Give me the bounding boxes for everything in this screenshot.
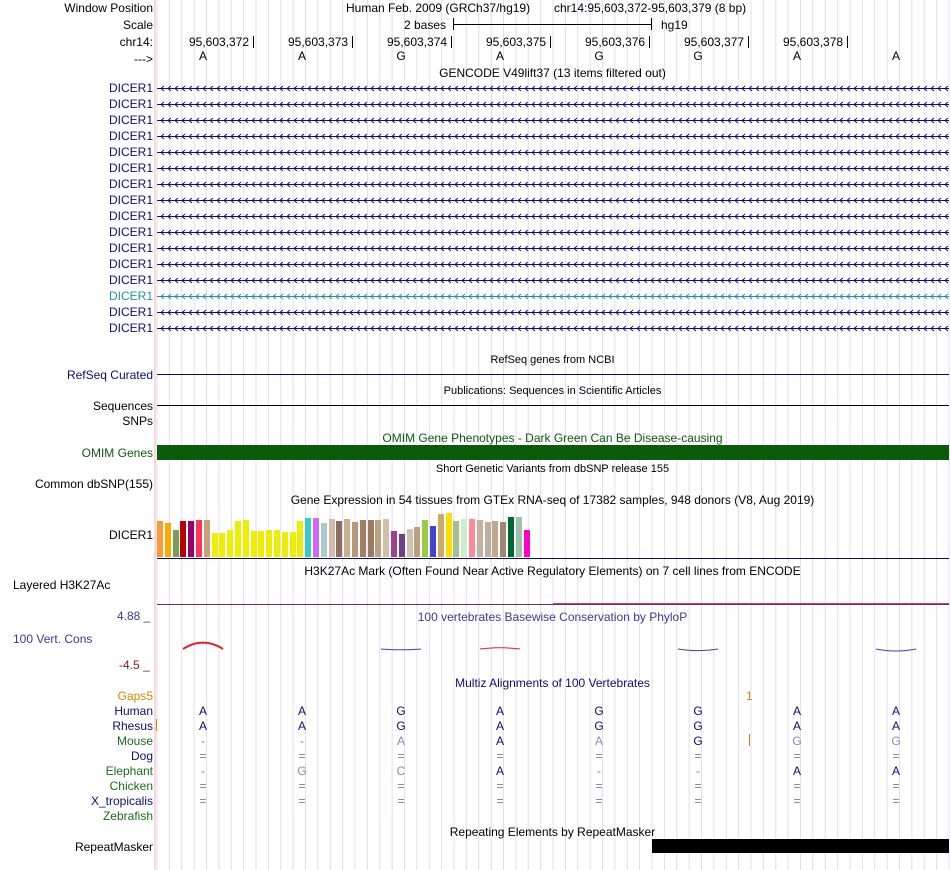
gtex-tissue-bar[interactable] [430, 526, 436, 557]
multiz-aligned-base: A [495, 734, 504, 748]
gtex-track-title: Gene Expression in 54 tissues from GTEx RNA-seq of 17382 samples, 948 donors (V8, Aug 2019) [290, 493, 815, 507]
gtex-tissue-bar[interactable] [360, 520, 366, 557]
gtex-tissue-bar[interactable] [368, 520, 374, 557]
gencode-transcript-label[interactable]: DICER1 [108, 177, 153, 191]
gtex-tissue-bar[interactable] [282, 532, 288, 557]
multiz-aligned-base: = [199, 779, 207, 793]
reference-base: G [693, 49, 703, 63]
multiz-aligned-base: = [298, 749, 306, 763]
multiz-gaps-label [118, 689, 153, 703]
gtex-tissue-bar[interactable] [383, 519, 389, 557]
multiz-aligned-base: G [693, 719, 703, 733]
gencode-transcript-line[interactable] [157, 228, 949, 237]
gencode-transcript-line[interactable] [157, 196, 949, 205]
gtex-tissue-bar[interactable] [235, 521, 241, 557]
multiz-aligned-base: - [300, 734, 304, 748]
gtex-tissue-bar[interactable] [258, 531, 264, 557]
gencode-transcript-label[interactable]: DICER1 [108, 225, 153, 239]
gencode-transcript-line[interactable] [157, 84, 949, 93]
gtex-tissue-bar[interactable] [212, 533, 218, 557]
multiz-species-label[interactable]: Chicken [109, 779, 153, 793]
gtex-tissue-bar[interactable] [274, 530, 280, 557]
multiz-aligned-base: G [396, 719, 406, 733]
multiz-aligned-base: - [597, 764, 601, 778]
coordinate-tick [748, 36, 749, 48]
multiz-aligned-base: - [201, 734, 205, 748]
gencode-transcript-line[interactable] [157, 100, 949, 109]
gtex-tissue-bar[interactable] [414, 527, 420, 557]
multiz-species-label[interactable]: Zebrafish [102, 809, 153, 823]
gtex-tissue-bar[interactable] [251, 531, 257, 557]
multiz-aligned-base: = [298, 794, 306, 808]
multiz-gap-count: 1 [746, 689, 753, 703]
omim-track-title: OMIM Gene Phenotypes - Dark Green Can Be Disease-causing [382, 431, 723, 445]
multiz-aligned-base: = [496, 749, 504, 763]
reference-base: G [594, 49, 604, 63]
multiz-gaps-text: Gaps [117, 689, 147, 703]
gtex-tissue-bar[interactable] [477, 520, 483, 557]
multiz-aligned-base: A [792, 719, 801, 733]
gencode-transcript-label[interactable]: DICER1 [108, 161, 153, 175]
repeatmasker-track-title: Repeating Elements by RepeatMasker [449, 825, 656, 839]
gtex-tissue-bar[interactable] [391, 531, 397, 557]
gtex-tissue-bar[interactable] [516, 517, 522, 557]
gtex-baseline [157, 558, 949, 559]
scale-label: Scale [122, 18, 153, 32]
window-position-label: Window Position [64, 1, 153, 15]
reference-base: A [297, 49, 306, 63]
gencode-transcript-line[interactable] [157, 212, 949, 221]
gtex-tissue-bar[interactable] [375, 520, 381, 557]
coordinate-label: 95,603,376 [585, 35, 649, 49]
multiz-species-label[interactable]: Rhesus [112, 719, 153, 733]
repeatmasker-track-label[interactable]: RepeatMasker [74, 840, 153, 854]
coordinate-label: 95,603,378 [783, 35, 847, 49]
omim-gene-bar[interactable] [157, 445, 949, 460]
multiz-aligned-base: C [396, 764, 406, 778]
gtex-tissue-bar[interactable] [508, 517, 514, 557]
gencode-transcript-line[interactable] [157, 292, 949, 301]
multiz-aligned-base: = [595, 794, 603, 808]
gtex-track-label[interactable]: DICER1 [108, 528, 153, 542]
gtex-tissue-bar[interactable] [469, 519, 475, 557]
gtex-tissue-bar[interactable] [290, 532, 296, 557]
gtex-tissue-bar[interactable] [453, 521, 459, 557]
multiz-aligned-base: = [892, 749, 900, 763]
gencode-transcript-line[interactable] [157, 276, 949, 285]
gencode-track-title: GENCODE V49lift37 (13 items filtered out) [439, 66, 666, 80]
phylop-max-label: 4.88 _ [117, 609, 151, 623]
gtex-tissue-bar[interactable] [227, 530, 233, 557]
gencode-transcript-label[interactable]: DICER1 [108, 241, 153, 255]
reference-base: A [495, 49, 504, 63]
gtex-tissue-bar[interactable] [461, 519, 467, 557]
gtex-tissue-bar[interactable] [305, 518, 311, 557]
multiz-aligned-base: = [694, 779, 702, 793]
multiz-gaps-value: 5 [146, 689, 153, 703]
publications-track-title: Publications: Sequences in Scientific Articles [443, 385, 662, 397]
dbsnp-track-title: Short Genetic Variants from dbSNP release 155 [435, 463, 670, 475]
multiz-aligned-base: = [694, 749, 702, 763]
scale-text: 2 bases [404, 18, 447, 32]
multiz-aligned-base: A [792, 704, 801, 718]
phylop-score-mark[interactable] [480, 648, 520, 649]
phylop-track-label[interactable]: 100 Vert. Cons [13, 632, 93, 646]
gencode-transcript-line[interactable] [157, 164, 949, 173]
coordinate-label: 95,603,372 [189, 35, 253, 49]
multiz-species-label[interactable]: Mouse [116, 734, 153, 748]
multiz-aligned-base: = [397, 779, 405, 793]
reference-base: A [198, 49, 207, 63]
multiz-aligned-base: G [891, 734, 901, 748]
gencode-transcript-line[interactable] [157, 148, 949, 157]
coordinate-tick [253, 36, 254, 48]
multiz-aligned-base: - [201, 764, 205, 778]
gtex-tissue-bar[interactable] [321, 523, 327, 557]
scale-bar-left-tick [453, 18, 454, 30]
multiz-aligned-base: A [297, 719, 306, 733]
phylop-score-mark[interactable] [678, 649, 718, 651]
coordinate-tick [352, 36, 353, 48]
multiz-aligned-base: A [297, 704, 306, 718]
gtex-tissue-bar[interactable] [524, 530, 530, 557]
reference-base: A [792, 49, 801, 63]
gencode-transcript-line[interactable] [157, 132, 949, 141]
gtex-tissue-bar[interactable] [297, 521, 303, 557]
multiz-aligned-base: A [792, 764, 801, 778]
gencode-transcript-label[interactable]: DICER1 [108, 321, 153, 335]
multiz-aligned-base: - [696, 764, 700, 778]
h3k27ac-track-label[interactable]: Layered H3K27Ac [13, 578, 111, 592]
h3k27ac-track-title: H3K27Ac Mark (Often Found Near Active Regulatory Elements) on 7 cell lines from ENCODE [304, 564, 801, 578]
gtex-tissue-bar[interactable] [266, 530, 272, 557]
gencode-transcript-label[interactable]: DICER1 [108, 193, 153, 207]
chrom-label: chr14: [119, 35, 153, 49]
gtex-tissue-bar[interactable] [180, 521, 186, 557]
multiz-aligned-base: = [694, 794, 702, 808]
gtex-tissue-bar[interactable] [243, 520, 249, 557]
position-text: chr14:95,603,372-95,603,379 (8 bp) [554, 1, 747, 15]
reference-base: G [396, 49, 406, 63]
gtex-tissue-bar[interactable] [500, 522, 506, 557]
gencode-transcript-label[interactable]: DICER1 [108, 273, 153, 287]
multiz-species-label[interactable]: X_tropicalis [90, 794, 153, 808]
gencode-transcript-line[interactable] [157, 180, 949, 189]
multiz-track-title: Multiz Alignments of 100 Vertebrates [455, 676, 650, 690]
repeatmasker-element[interactable] [652, 839, 949, 853]
gencode-transcript-line[interactable] [157, 324, 949, 333]
multiz-aligned-base: = [892, 794, 900, 808]
assembly-text: Human Feb. 2009 (GRCh37/hg19) [346, 1, 531, 15]
multiz-aligned-base: A [495, 719, 504, 733]
gtex-tissue-bar[interactable] [173, 530, 179, 557]
publications-line[interactable] [157, 405, 949, 406]
gtex-tissue-bar[interactable] [336, 521, 342, 557]
strand-label: ---> [134, 52, 153, 66]
h3k27ac-signal-highlight [553, 603, 949, 604]
gtex-tissue-bar[interactable] [157, 521, 163, 557]
gtex-tissue-bar[interactable] [188, 521, 194, 557]
publications-track-label[interactable]: Sequences [92, 399, 153, 413]
phylop-min-label: -4.5 _ [119, 658, 150, 672]
multiz-aligned-base: = [793, 779, 801, 793]
gencode-transcript-line[interactable] [157, 244, 949, 253]
multiz-aligned-base: A [495, 764, 504, 778]
multiz-aligned-base: G [594, 719, 604, 733]
gencode-transcript-label[interactable]: DICER1 [108, 113, 153, 127]
coordinate-tick [451, 36, 452, 48]
omim-track-label[interactable]: OMIM Genes [81, 446, 153, 460]
multiz-species-label[interactable]: Human [114, 704, 153, 718]
multiz-aligned-base: G [693, 704, 703, 718]
multiz-aligned-base: = [793, 794, 801, 808]
multiz-aligned-base: G [396, 704, 406, 718]
gtex-tissue-bar[interactable] [407, 529, 413, 557]
phylop-score-mark[interactable] [183, 643, 223, 649]
gtex-tissue-bar[interactable] [446, 513, 452, 557]
multiz-aligned-base: A [198, 704, 207, 718]
gtex-tissue-bar[interactable] [399, 534, 405, 557]
multiz-aligned-base: A [594, 734, 603, 748]
gencode-transcript-line[interactable] [157, 308, 949, 317]
multiz-aligned-base: A [891, 764, 900, 778]
multiz-aligned-base: A [891, 704, 900, 718]
gtex-tissue-bar[interactable] [196, 520, 202, 557]
coordinate-label: 95,603,377 [684, 35, 748, 49]
snps-label: SNPs [122, 414, 153, 428]
gencode-transcript-line[interactable] [157, 116, 949, 125]
gencode-transcript-label[interactable]: DICER1 [108, 129, 153, 143]
refseq-track-label[interactable]: RefSeq Curated [66, 368, 153, 382]
gencode-transcript-label[interactable]: DICER1 [108, 257, 153, 271]
h3k27ac-signal-line[interactable] [157, 604, 949, 605]
phylop-graph[interactable] [155, 614, 950, 674]
coordinate-tick [649, 36, 650, 48]
multiz-aligned-base: = [892, 779, 900, 793]
multiz-aligned-base: = [397, 749, 405, 763]
gtex-tissue-bar[interactable] [219, 533, 225, 557]
dbsnp-track-label[interactable]: Common dbSNP(155) [34, 477, 153, 491]
multiz-aligned-base: = [595, 779, 603, 793]
phylop-track-title: 100 vertebrates Basewise Conservation by PhyloP [417, 610, 688, 624]
multiz-aligned-base: = [397, 794, 405, 808]
gtex-tissue-bar[interactable] [422, 520, 428, 557]
gtex-tissue-bar[interactable] [438, 514, 444, 557]
multiz-aligned-base: = [199, 794, 207, 808]
mouse-insert-mark [749, 734, 750, 746]
phylop-score-mark[interactable] [876, 649, 916, 651]
gencode-transcript-label[interactable]: DICER1 [108, 97, 153, 111]
multiz-aligned-base: G [792, 734, 802, 748]
coordinate-tick [550, 36, 551, 48]
multiz-aligned-base: A [198, 719, 207, 733]
multiz-aligned-base: = [298, 779, 306, 793]
refseq-gene-line[interactable] [157, 374, 949, 375]
gtex-tissue-bar[interactable] [165, 523, 171, 557]
gencode-transcript-line[interactable] [157, 260, 949, 269]
gtex-tissue-bar[interactable] [352, 522, 358, 557]
multiz-aligned-base: = [496, 794, 504, 808]
multiz-aligned-base: A [396, 734, 405, 748]
multiz-aligned-base: G [594, 704, 604, 718]
gencode-transcript-label[interactable]: DICER1 [108, 305, 153, 319]
rhesus-insert-mark [156, 719, 157, 731]
refseq-track-title: RefSeq genes from NCBI [490, 354, 615, 366]
gencode-transcript-label[interactable]: DICER1 [108, 145, 153, 159]
coordinate-label: 95,603,375 [486, 35, 550, 49]
multiz-species-label[interactable]: Elephant [105, 764, 153, 778]
reference-base: A [891, 49, 900, 63]
gtex-tissue-bar[interactable] [313, 518, 319, 557]
multiz-aligned-base: = [496, 779, 504, 793]
coordinate-label: 95,603,374 [387, 35, 451, 49]
multiz-aligned-base: = [199, 749, 207, 763]
phylop-score-mark[interactable] [381, 649, 421, 650]
multiz-aligned-base: A [891, 719, 900, 733]
multiz-aligned-base: = [793, 749, 801, 763]
gencode-transcript-label[interactable]: DICER1 [108, 81, 153, 95]
multiz-aligned-base: G [693, 734, 703, 748]
multiz-aligned-base: G [297, 764, 307, 778]
scale-bar-right-tick [651, 18, 652, 30]
gtex-tissue-bar[interactable] [204, 520, 210, 557]
gencode-transcript-label[interactable]: DICER1 [108, 209, 153, 223]
gtex-tissue-bar[interactable] [329, 519, 335, 557]
gtex-tissue-bar[interactable] [485, 522, 491, 557]
multiz-aligned-base: A [495, 704, 504, 718]
multiz-species-label[interactable]: Dog [130, 749, 153, 763]
gtex-tissue-bar[interactable] [344, 519, 350, 557]
coordinate-tick [847, 36, 848, 48]
db-text: hg19 [661, 18, 688, 32]
gencode-transcript-label[interactable]: DICER1 [108, 289, 153, 303]
coordinate-label: 95,603,373 [288, 35, 352, 49]
gtex-tissue-bar[interactable] [492, 521, 498, 557]
multiz-aligned-base: = [595, 749, 603, 763]
scale-bar [453, 24, 652, 25]
